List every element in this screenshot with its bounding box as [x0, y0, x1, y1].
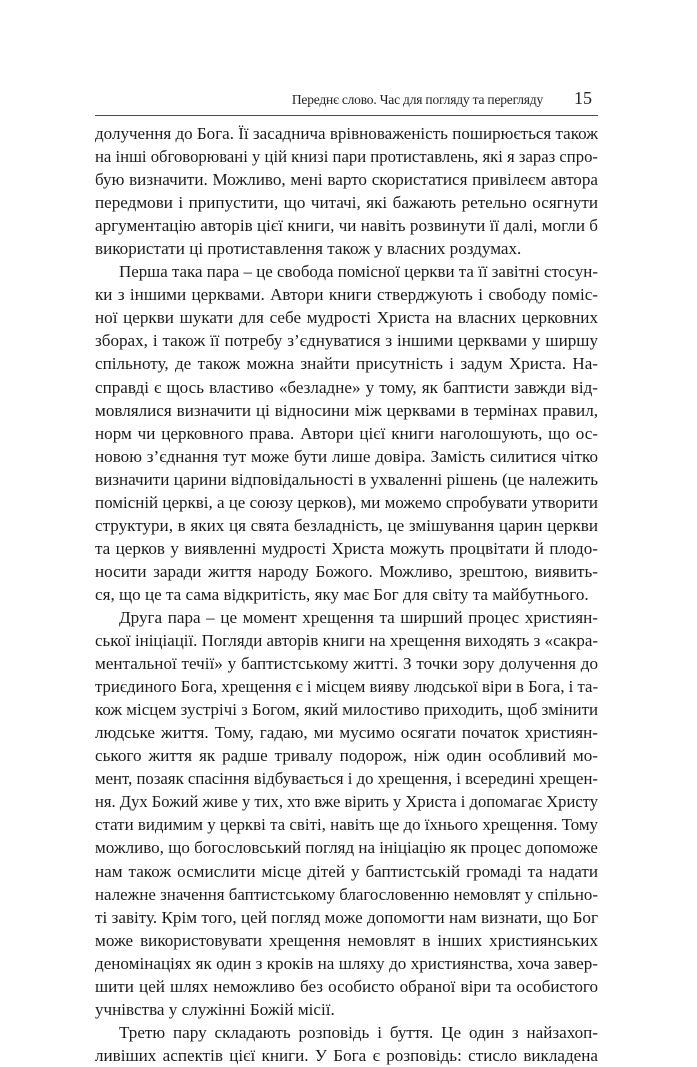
text-line: Третю пару складають розповідь і буття. Це один з найзахоп-: [119, 1022, 598, 1042]
text-line: Перша така пара – це свобода помісної церкви та її завітні стосун-: [119, 262, 598, 282]
text-line: на інші обговорювані у цій книзі пари протиставлень, які я зараз спро-: [95, 147, 598, 167]
text-line: ментальної течії» у баптистському житті. З точки зору долучення до: [95, 654, 598, 674]
text-line: належне значення баптистському благословенню немовлят у спільно-: [95, 884, 598, 904]
text-line: ся, що це та сама відкритість, яку має Бог для світу та майбутнього.: [95, 584, 589, 604]
text-line: мент, позаяк спасіння відбувається і до хрещення, і всередині хрещен-: [95, 769, 599, 789]
header-rule: [95, 115, 598, 116]
body-text: [95, 122, 598, 1067]
text-line: норм чи церковного права. Автори цієї книги наголошують, що ос-: [95, 423, 598, 443]
text-line: ня. Дух Божий живе у тих, хто вже вірить у Христа і допомагає Христу: [95, 792, 598, 812]
text-line: помісній церкві, а це союзу церков), ми можемо спробувати утворити: [95, 492, 598, 512]
page-number: 15: [574, 88, 592, 108]
text-line: та церков у виявленні мудрості Христа можуть процвітати й плодо-: [95, 538, 598, 558]
text-line: ської ініціації. Погляди авторів книги на хрещення виходять з «сакра-: [95, 631, 599, 651]
text-line: мовлялися визначити ці відносини між церквами в термінах правил,: [95, 400, 598, 420]
text-line: бую визначити. Можливо, мені варто скористатися привілеєм автора: [95, 170, 598, 190]
text-line: може використовувати хрещення немовлят в інших християнських: [95, 930, 598, 950]
text-line: учнівства у служінні Божій місії.: [95, 999, 335, 1019]
text-line: деномінаціях як один з кроків на шляху до християнства, хоча завер-: [95, 953, 598, 973]
text-line: аргументацію авторів цієї книги, чи навіть розвинути її далі, могли б: [95, 216, 598, 236]
text-line: ливіших аспектів цієї книги. У Бога є розповідь: стисло викладена: [95, 1045, 598, 1065]
text-line: спільноту, де також можна знайти присутність і задум Христа. На-: [95, 354, 598, 374]
text-line: можливо, що богословський погляд на ініціацію як процес допоможе: [95, 838, 598, 858]
text-line: визначити царини відповідальності в ухваленні рішень (це належить: [95, 469, 598, 489]
running-head: [95, 89, 598, 115]
text-line: Друга пара – це момент хрещення та ширший процес християн-: [119, 607, 598, 627]
text-line: передмови і припустити, що читачі, які бажають ретельно осягнути: [95, 193, 598, 213]
text-line: структури, в яких ця свята безладність, це змішування царин церкви: [95, 515, 598, 535]
text-line: ті завіту. Крім того, цей погляд може допомогти нам визнати, що Бог: [95, 907, 598, 927]
text-line: зборах, і також її потребу з’єднуватися з іншими церквами у ширшу: [95, 331, 598, 351]
text-line: ки з іншими церквами. Автори книги стверджують і свободу поміс-: [95, 285, 598, 305]
text-line: справді є щось властиво «безладне» у тому, як баптисти завжди від-: [95, 377, 598, 397]
text-line: носити заради життя народу Божого. Можливо, зрештою, виявить-: [95, 561, 598, 581]
text-line: стати видимим у церкві та світі, навіть ще до їхнього хрещення. Тому: [95, 815, 599, 835]
text-line: ського життя як радше тривалу подорож, ніж один особливий мо-: [95, 746, 598, 766]
text-line: нам також осмислити місце дітей у баптистській громаді та надати: [95, 861, 598, 881]
text-line: людське життя. Тому, гадаю, ми мусимо осягати початок християн-: [95, 723, 598, 743]
text-line: шити цей шлях неможливо без особисто обраної віри та особистого: [95, 976, 598, 996]
text-line: долучення до Бога. Її засаднича врівноваженість поширюється також: [95, 124, 599, 143]
text-line: використати ці протиставлення також у власних роздумах.: [95, 239, 522, 259]
text-line: ної церкви шукати для себе мудрості Христа на власних церковних: [95, 308, 598, 328]
text-line: триєдиного Бога, хрещення є і місцем вияву людської віри в Бога, і та-: [95, 677, 599, 697]
text-line: кож місцем зустрічі з Богом, який милостиво приходить, щоб змінити: [95, 700, 599, 720]
running-title: Переднє слово. Час для погляду та перегляду: [291, 92, 543, 107]
text-line: новою з’єднання тут може бути лише довіра. Замість силитися чітко: [95, 446, 598, 466]
